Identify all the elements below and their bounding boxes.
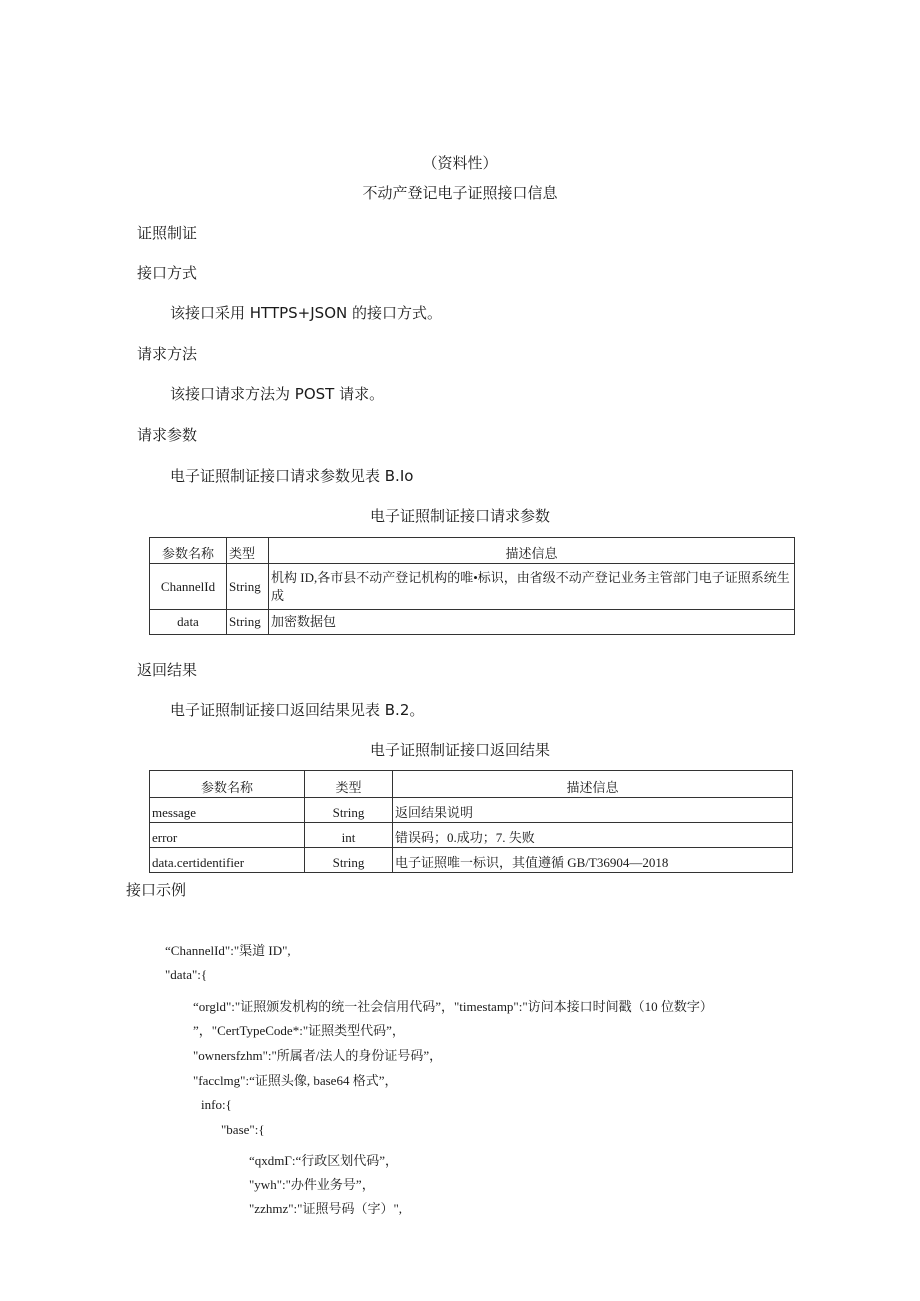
table-row	[150, 564, 795, 610]
table-header-row	[150, 771, 793, 798]
code-line: “qxdmΓ:“行政区划代码”，	[249, 1153, 399, 1168]
column-header: 描述信息	[269, 538, 795, 564]
page-title: 不动产登记电子证照接口信息	[362, 184, 558, 202]
request-method-text: 该接口请求方法为 POST 请求。	[170, 385, 385, 403]
column-header: 参数名称	[150, 538, 227, 564]
code-line: “orgld":"证照颁发机构的统一社会信用代码”，"timestamp":"访问本接口时间戳（10 位数字）	[193, 999, 713, 1014]
table-row	[150, 848, 793, 873]
return-result-table	[149, 770, 793, 873]
table-cell: data.certidentifier	[150, 848, 305, 873]
table-cell: 返回结果说明	[393, 798, 793, 823]
table-cell: int	[305, 823, 393, 848]
code-line: "ywh":"办件业务号”，	[249, 1177, 375, 1192]
code-line: "ownersfzhm":"所属者/法人的身份证号码”，	[193, 1048, 443, 1063]
request-params-text: 电子证照制证接口请求参数见表 B.Io	[170, 467, 414, 485]
interface-mode-heading: 接口方式	[137, 264, 198, 282]
request-params-table-caption: 电子证照制证接口请求参数	[369, 507, 550, 525]
request-method-heading: 请求方法	[137, 345, 198, 363]
table-cell: String	[227, 610, 269, 635]
table-cell: data	[150, 610, 227, 635]
table-cell: String	[227, 564, 269, 610]
table-cell: 加密数据包	[269, 610, 795, 635]
column-header: 类型	[227, 538, 269, 564]
table-header-row	[150, 538, 795, 564]
code-line: info:{	[201, 1097, 232, 1112]
section-cert-heading: 证照制证	[137, 224, 198, 242]
interface-mode-text: 该接口采用 HTTPS+JSON 的接口方式。	[170, 304, 442, 322]
code-line: ”，"CertTypeCode*:"证照类型代码”，	[193, 1023, 405, 1038]
code-line: "data":{	[165, 967, 208, 982]
code-line: "facclmg":“证照头像, base64 格式”，	[193, 1073, 398, 1088]
table-cell: ChannelId	[150, 564, 227, 610]
column-header: 描述信息	[393, 771, 793, 798]
table-row	[150, 798, 793, 823]
table-row	[150, 823, 793, 848]
table-cell: String	[305, 798, 393, 823]
table-cell: error	[150, 823, 305, 848]
return-result-table-caption: 电子证照制证接口返回结果	[369, 741, 550, 759]
code-line: "base":{	[221, 1122, 265, 1137]
return-result-heading: 返回结果	[137, 661, 198, 679]
table-cell: 错误码；0.成功；7. 失败	[393, 823, 793, 848]
table-row	[150, 610, 795, 635]
column-header: 类型	[305, 771, 393, 798]
example-heading: 接口示例	[126, 881, 187, 899]
table-cell: String	[305, 848, 393, 873]
code-line: “ChannelId":"渠道 ID",	[165, 943, 291, 958]
request-params-heading: 请求参数	[137, 426, 198, 444]
table-cell: message	[150, 798, 305, 823]
column-header: 参数名称	[150, 771, 305, 798]
request-params-table	[149, 537, 795, 635]
table-cell: 机构 ID,各市县不动产登记机构的唯•标识，由省级不动产登记业务主管部门电子证照系统生成	[269, 564, 795, 610]
annex-note: （资料性）	[422, 154, 498, 172]
return-result-text: 电子证照制证接口返回结果见表 B.2。	[170, 701, 425, 719]
code-line: "zzhmz":"证照号码（字）",	[249, 1201, 403, 1216]
table-cell: 电子证照唯一标识，其值遵循 GB/T36904—2018	[393, 848, 793, 873]
